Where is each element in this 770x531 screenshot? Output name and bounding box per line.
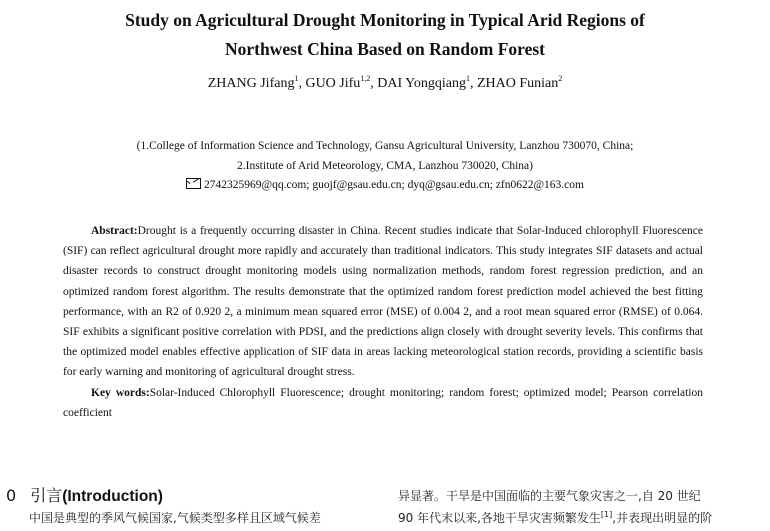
section-heading [6, 486, 163, 507]
left-column-text: 中国是典型的季风气候国家,气候类型多样且区域气候差 [29, 511, 321, 525]
affiliation-line-2: 2.Institute of Arid Meteorology, CMA, Lanzhou 730020, China) [237, 159, 533, 172]
envelope-icon [186, 178, 201, 189]
right-line-2-before: 90 年代末以来,各地干旱灾害频繁发生 [398, 511, 601, 525]
author-name: GUO Jifu [305, 76, 361, 91]
author-name: ZHANG Jifang [207, 76, 295, 91]
keywords-label: Key words: [91, 386, 150, 399]
affiliation-line-1: (1.College of Information Science and Technology, Gansu Agricultural University, Lanzhou 730070, China; [136, 140, 634, 152]
keywords-paragraph [63, 383, 703, 423]
section-number: 0 [6, 486, 17, 505]
author-list: ZHANG Jifang$^1$, GUO Jifu$^{1,2}$, DAI Yongqiang$^1$, ZHAO Funian$^2$ [207, 74, 563, 91]
title-line-2: Northwest China Based on Random Forest [224, 39, 546, 59]
right-column-line-2 [398, 507, 766, 529]
author-affil-mark: 1 [465, 74, 470, 83]
right-column-line-1: 异显著。干旱是中国面临的主要气象灾害之一,自 20 世纪 [398, 489, 701, 503]
paper-title [0, 6, 770, 64]
abstract-text: Drought is a frequently occurring disaster in China. Recent studies indicate that Solar-Induced chlorophyll Fluorescence (SIF) can reflect agricultural drought more rapidly and accurately than traditional indicators. This study integrates SIF datasets and actual disaster records to construct drought monitoring models using normalization methods, random forest regression prediction, and an optimized random forest algorithm. The results demonstrate that the optimized random forest prediction model achieved the best fitting performance, with an R2 of 0.920 2, a minimum mean squared error (MSE) of 0.004 2, and a root mean squared error (RMSE) of 0.064. SIF exhibits a significant positive correlation with PDSI, and the predictions align closely with drought severity levels. This confirms that the optimized model enables effective application of SIF data in areas lacking meteorological station records, providing a scientific basis for early warning and monitoring of agricultural drought stress. [63, 225, 703, 379]
keywords-text: Solar-Induced Chlorophyll Fluorescence; drought monitoring; random forest; optimized model; Pearson correlation coefficient [63, 386, 703, 419]
author-name: DAI Yongqiang [377, 76, 466, 91]
citation-ref[interactable]: [1] [600, 510, 613, 519]
author-affil-mark: 2 [558, 74, 563, 83]
affiliations [0, 137, 770, 196]
author-name: ZHAO Funian [476, 76, 559, 91]
abstract-label: Abstract: [91, 225, 138, 237]
right-line-2-after: ,并表现出明显的阶 [612, 511, 713, 525]
section-title-cn: 引言 [30, 486, 63, 505]
author-affil-mark: 1,2 [360, 74, 371, 83]
abstract-block [63, 221, 703, 423]
author-affil-mark: 1 [294, 74, 299, 83]
right-column-text [398, 485, 766, 529]
section-title-en: (Introduction) [62, 488, 163, 505]
title-line-1: Study on Agricultural Drought Monitoring in Typical Arid Regions of [125, 10, 645, 30]
email-addresses[interactable]: 2742325969@qq.com; guojf@gsau.edu.cn; dyq@gsau.edu.cn; zfn0622@163.com [204, 179, 584, 191]
email-line [0, 176, 770, 196]
abstract-paragraph [63, 221, 703, 383]
